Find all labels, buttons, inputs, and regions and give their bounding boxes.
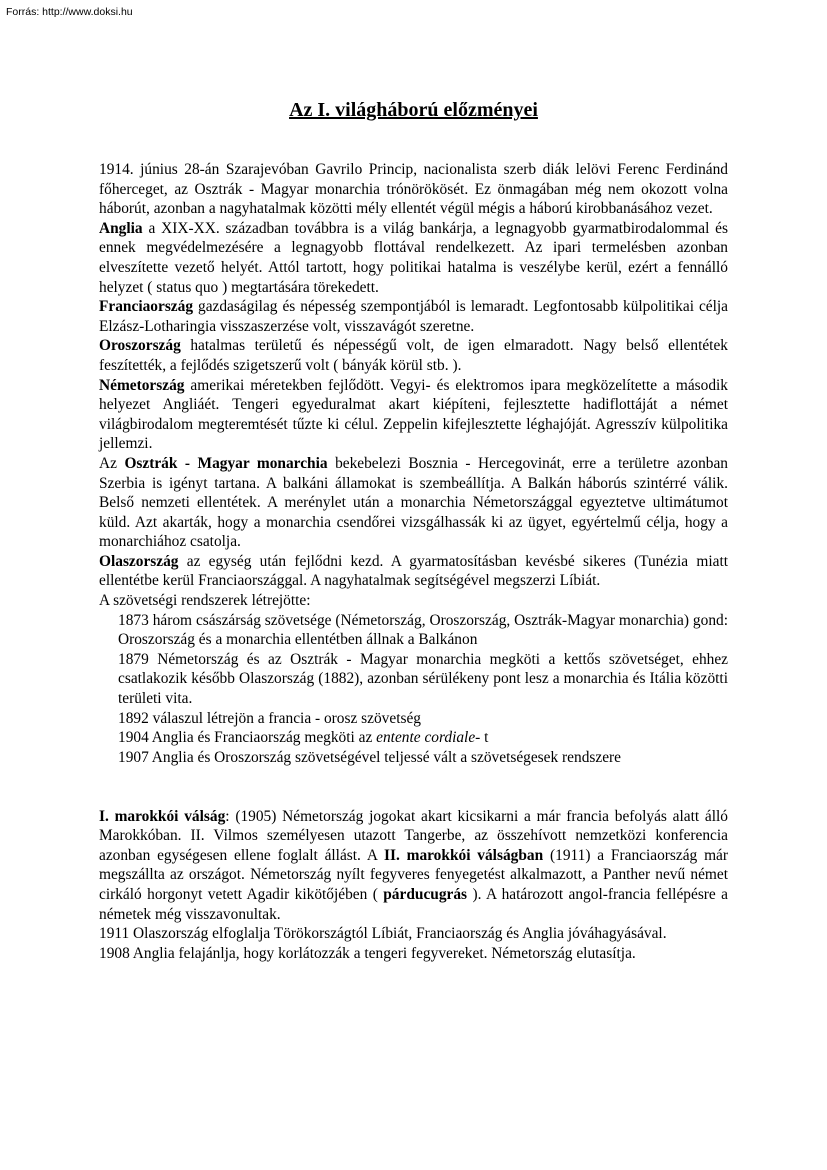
spacer — [99, 767, 728, 787]
alliances-heading: A szövetségi rendszerek létrejötte: — [99, 592, 311, 610]
intro-paragraph: 1914. június 28-án Szarajevóban Gavrilo Princip, nacionalista szerb diák lelövi Ferenc Ferdinánd főherceget, az Osztrák - Magyar monarchia trónörökösét. Ez önmagában még nem okozott volna háborút, azonban a nagyhatalmak közötti mély ellentét végül mégis a háború kirobbanásához vezet. — [99, 161, 728, 218]
morocco-paragraph: I. marokkói válság: (1905) Németország jogokat akart kicsikarni a már francia befolyás alatt álló Marokkóban. II. Vilmos személyesen utazott Tangerbe, az összehívott nemzetközi konferencia azonban egységesen ellene foglalt állást. A II. marokkói válságban (1911) a Franciaország már megszállta az országot. Németország nyílt fegyveres fenyegetést alkalmazott, a Panther nevű német cirkáló horgonyt vetett Agadir kikötőjében ( párducugrás ). A határozott angol-francia fellépésre a németek még visszavonultak. — [99, 807, 729, 923]
crisis1-label: I. marokkói válság — [99, 807, 226, 825]
entente-cordiale-term: entente cordiale — [376, 729, 476, 747]
country-name: Anglia — [99, 219, 143, 237]
country-paragraph-oroszorszag: Oroszország hatalmas területű és népességű volt, de igen elmaradott. Nagy belső ellentétek feszítették, a fejlődés szigetszerű volt ( bányák körül stb. ). — [99, 337, 728, 374]
document-body — [99, 160, 728, 963]
source-label: Forrás: http://www.doksi.hu — [6, 6, 133, 18]
page-title: Az I. világháború előzményei — [289, 99, 538, 121]
alliance-item: 1907 Anglia és Oroszország szövetségével teljessé vált a szövetségesek rendszere — [118, 748, 622, 766]
alliance-item: 1879 Németország és az Osztrák - Magyar monarchia megköti a kettős szövetséget, ehhez csatlakozik később Olaszország (1882), azonban sérülékeny pont lesz a monarchia és Itália közötti területi vita. — [118, 650, 728, 708]
panther-label: párducugrás — [383, 885, 468, 903]
final-line: 1908 Anglia felajánlja, hogy korlátozzák a tengeri fegyvereket. Németország elutasítja. — [99, 944, 636, 962]
alliances-list — [99, 611, 728, 768]
alliance-item: 1892 válaszul létrejön a francia - orosz szövetség — [118, 709, 421, 727]
country-paragraph-olaszorszag: Olaszország az egység után fejlődni kezd. A gyarmatosításban kevésbé sikeres (Tunézia miatt ellentétbe kerül Franciaországgal. A nagyhatalmak segítségével megszerzi Líbiát. — [99, 552, 728, 590]
country-paragraph-nemetorszag: Németország amerikai méretekben fejlődött. Vegyi- és elektromos ipara megközelítette a második helyezet Angliáét. Tengeri egyeduralmat akart kiépíteni, fejlesztette hadiflottáját a német világbirodalom megteremtését tűzte ki célul. Zeppelin kifejlesztette léghajóját. Agresszív külpolitika jellemzi. — [99, 376, 728, 453]
country-paragraph-franciaorszag: Franciaország gazdaságilag és népesség szempontjából is lemaradt. Legfontosabb külpolitikai célja Elzász-Lotharingia visszaszerzése volt, visszavágót szeretne. — [99, 298, 728, 335]
crisis2-label: II. marokkói válságban — [383, 846, 544, 864]
spacer — [99, 787, 728, 807]
alliance-item: 1904 Anglia és Franciaország megköti az entente cordiale- t — [118, 729, 489, 747]
country-name: Olaszország — [99, 552, 179, 570]
country-paragraph-anglia: Anglia a XIX-XX. században továbbra is a világ bankárja, a legnagyobb gyarmatbirodalommal és ennek megvédelmezésére a legnagyobb flottával rendelkezett. Az ipari termelésben azonban elveszítette vezető helyét. Attól tartott, hogy politikai hatalma is veszélybe kerül, ezért a fennálló helyzet ( status quo ) megtartására törekedett. — [99, 219, 728, 296]
final-line: 1911 Olaszország elfoglalja Törökországtól Líbiát, Franciaország és Anglia jóváhagyásával. — [99, 925, 667, 943]
alliance-item: 1873 három császárság szövetsége (Németország, Oroszország, Osztrák-Magyar monarchia) gond: Oroszország és a monarchia ellentétben állnak a Balkánon — [118, 611, 728, 649]
country-name: Németország — [99, 376, 185, 394]
country-name: Franciaország — [99, 298, 194, 316]
country-name: Oroszország — [99, 337, 181, 355]
country-paragraph-monarchia: Az Osztrák - Magyar monarchia bekebelezi Bosznia - Hercegovinát, erre a területre azonban Szerbia is igényt tartana. A balkáni államokat is szembeállítja. A Balkán háborús szintérré válik. Belső nemzeti ellentétek. A merénylet után a monarchia Németországgal egyeztetve ultimátumot küld. Azt akarták, hogy a monarchia csendőrei vizsgálhassák ki az ügyet, egyértelmű célja, hogy a monarchiához csatolja. — [99, 454, 728, 551]
country-name: Osztrák - Magyar monarchia — [124, 454, 328, 472]
